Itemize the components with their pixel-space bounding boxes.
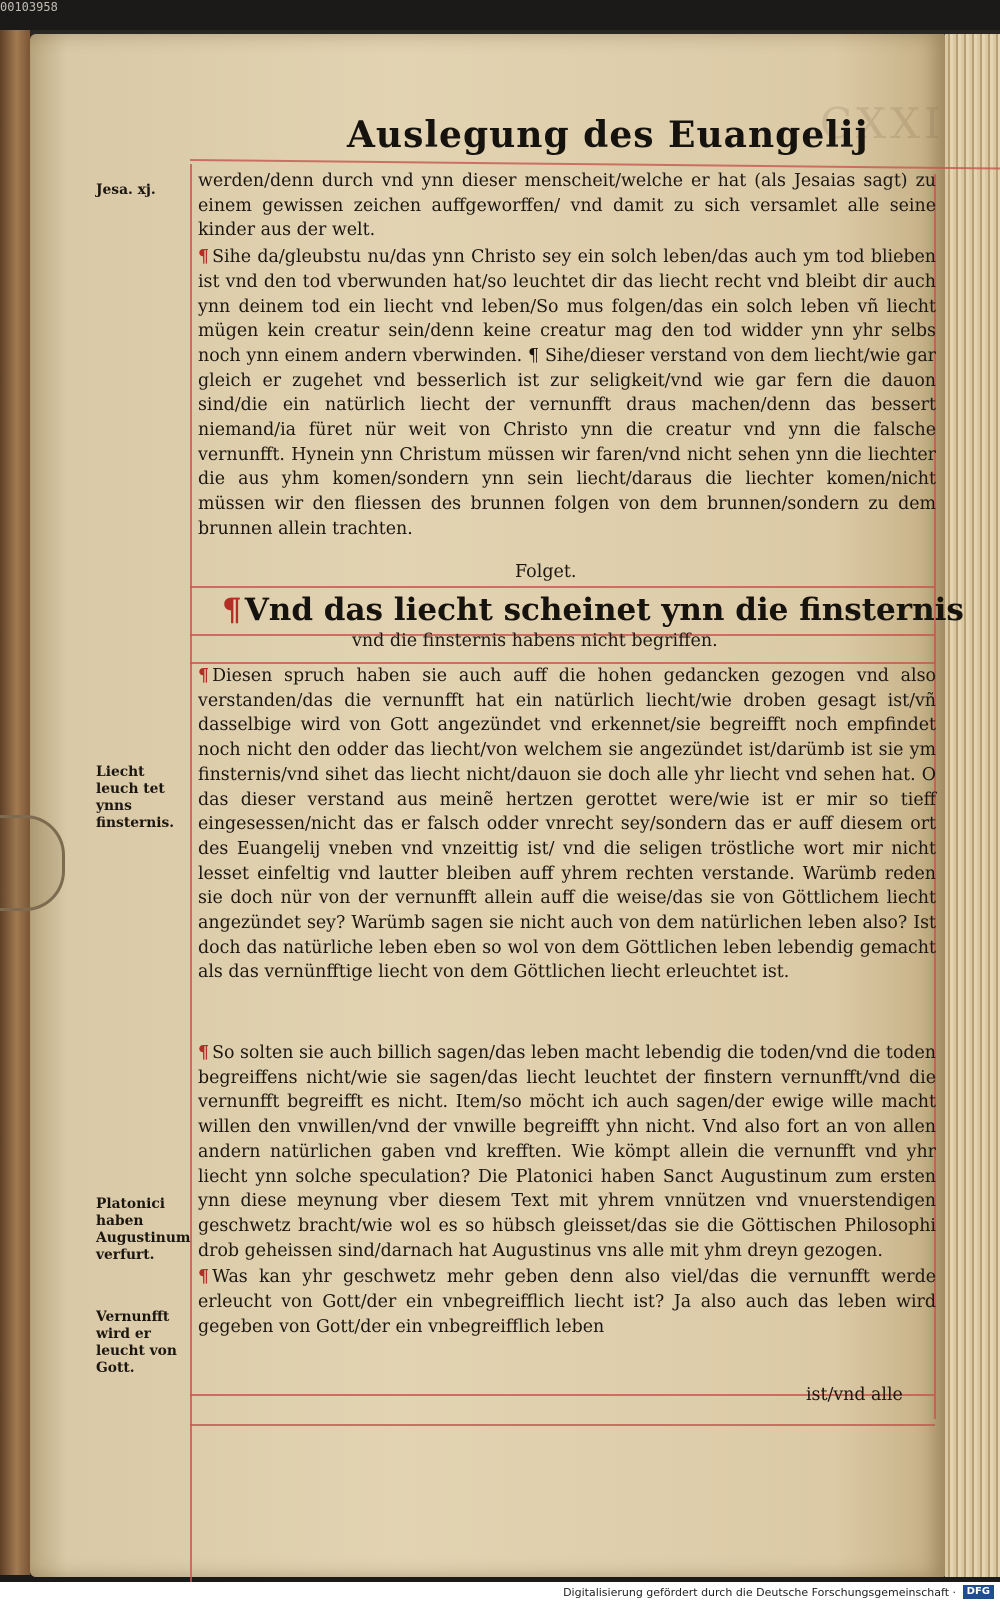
book-clasp: [0, 815, 65, 911]
paragraph: ¶ So solten sie auch billich sagen/das leben macht lebendig die toden/vnd die toden begreiffens nicht/wie sie sagen/das liecht leuchtet der finstern vernunfft/vnd die vernunfft begreifft es nicht. Item/so möcht ich auch sagen/der ewige wille macht willen den vnwillen/vnd der vnwille begreifft yhn nicht. Vnd also fort an von allen andern natürlichen gaben vnd krefften. Wie kömpt allein die vernunfft vnd yhr liecht ynn solche speculation? Die Platonici haben Sanct Augustinum zum ersten ynn diese meynung vber diesem Text mit yhrem vnnützen vnd vnuerstendigen geschwetz bracht/wie wol es so hübsch gleisset/das sie die Göttischen Philosophi drob geheissen sind/darnach hat Augustinus vns alle mit yhm dreyn gezogen.: [198, 1043, 936, 1261]
paragraph: ¶ Sihe da/gleubstu nu/das ynn Christo sey ein solch leben/das auch ym tod blieben ist vnd den tod vberwunden hat/so leuchtet dir das liecht recht vnd bleibt dir auch ynn deinem tod ein liecht vnd leben/So mus folgen/das ein solch leben vñ liecht mügen kein creatur sein/denn keine creatur mag den tod widder ynn yhr selbs noch ynn einem andern vberwinden. ¶ Sihe/dieser verstand von dem liecht/wie gar gleich er zugehet vnd besserlich ist zur seligkeit/vnd wie gar fern die dauon sind/die ein natürlich liecht der vernunfft draus machen/denn das bessert niemand/ia füret nür weit von Christo ynn die creatur vnd ynn die falsche vernunfft. Hynein ynn Christum müssen wir faren/vnd nicht sehen ynn die liechter die aus yhm komen/sondern ynn sein liecht/daraus die liechter komen/nicht müssen wir den fliessen des brunnen folgen von dem brunnen/sondern zu dem brunnen allein trachten.: [198, 247, 936, 539]
page-fore-edge: [945, 34, 1000, 1577]
paragraph: werden/denn durch vnd ynn dieser menscheit/welche er hat (als Jesaias sagt) zu einem gewissen zeichen auffgeworffen/ vnd damit zu sich versamlet alle seine kinder aus der welt.: [198, 171, 936, 241]
footer-bar: [0, 1582, 1000, 1602]
show-through-folio: CXXI: [820, 99, 945, 148]
pilcrow-mark: ¶: [198, 1267, 210, 1288]
red-rule-bottom-b: [190, 1424, 935, 1426]
body-text-section-3: [198, 1041, 936, 1339]
folget-label: Folget.: [515, 562, 577, 582]
pilcrow-mark: ¶: [198, 1043, 210, 1063]
margin-note: Vernunfft wird er leucht von Gott.: [96, 1309, 177, 1376]
book-page: [30, 34, 964, 1577]
margin-note: Platonici haben Augustinum verfurt.: [96, 1196, 191, 1263]
margin-note: Jesa. xj.: [96, 182, 156, 198]
dfg-logo: DFG: [963, 1585, 994, 1599]
paragraph: ¶ Diesen spruch haben sie auch auff die hohen gedancken gezogen vnd also verstanden/das die vernunfft hat ein natürlich liecht/wie droben gesagt ist/vñ dasselbige wird von Gott angezündet vnd erkennet/sie begreifft noch empfindet noch nicht den odder das liecht/von welchem sie angezündet ist/darümb ist sie ym finsternis/vnd sihet das liecht nicht/dauon sie doch alle yhr liecht vnd sehen hat. O das dieser verstand aus meinẽ hertzen gerottet were/wie ist er mir so tieff eingesessen/nicht das er falsch odder vnrecht sey/sondern das er auff diesem ort des Euangelij vneben vnd vnzeittig ist/ vnd die seligen tröstliche wort mir nicht lesset einfeltig vnd lautter bleiben auff yhrem rechten verstande. Warümb reden sie doch nür von der vernunfft allein auff die weise/das sie von Göttlichem liecht angezündet sey? Warümb sagen sie nicht auch von dem natürlichen leben also? Ist doch das natürliche leben eben so wol von dem Göttlichen leben lebendig gemacht als das vernünfftige liecht von dem Göttlichen liecht erleuchtet ist.: [198, 666, 936, 983]
pilcrow-mark: ¶: [222, 592, 242, 628]
paragraph: ¶ Was kan yhr geschwetz mehr geben denn also viel/das die vernunfft werde erleucht von Gott/der ein vnbegreifflich liecht ist? Ja also auch das leben wird gegeben von Gott/der ein vnbegreifflich leben: [198, 1267, 936, 1337]
shelfmark-number: 00103958: [0, 0, 58, 14]
funding-note: Digitalisierung gefördert durch die Deutsche Forschungsgemeinschaft ·: [563, 1586, 956, 1599]
book-spine-edge: [0, 30, 30, 1575]
section-subheading: vnd die finsternis habens nicht begriffen.: [352, 631, 718, 651]
margin-note: Liecht leuch tet ynns finsternis.: [96, 764, 175, 831]
section-heading: ¶Vnd das liecht scheinet ynn die finsternis: [222, 592, 964, 628]
red-rule-heading-top: [190, 586, 935, 588]
body-text-section-2: [198, 664, 936, 985]
pilcrow-mark: ¶: [198, 247, 210, 268]
red-rule-left: [190, 164, 192, 1584]
red-rule-top: [190, 159, 1000, 169]
pilcrow-mark: ¶: [198, 666, 210, 686]
running-head: Auslegung des Euangelij: [347, 114, 869, 156]
body-text-section-1: [198, 169, 936, 542]
continuation-line: ist/vnd alle: [806, 1385, 903, 1405]
